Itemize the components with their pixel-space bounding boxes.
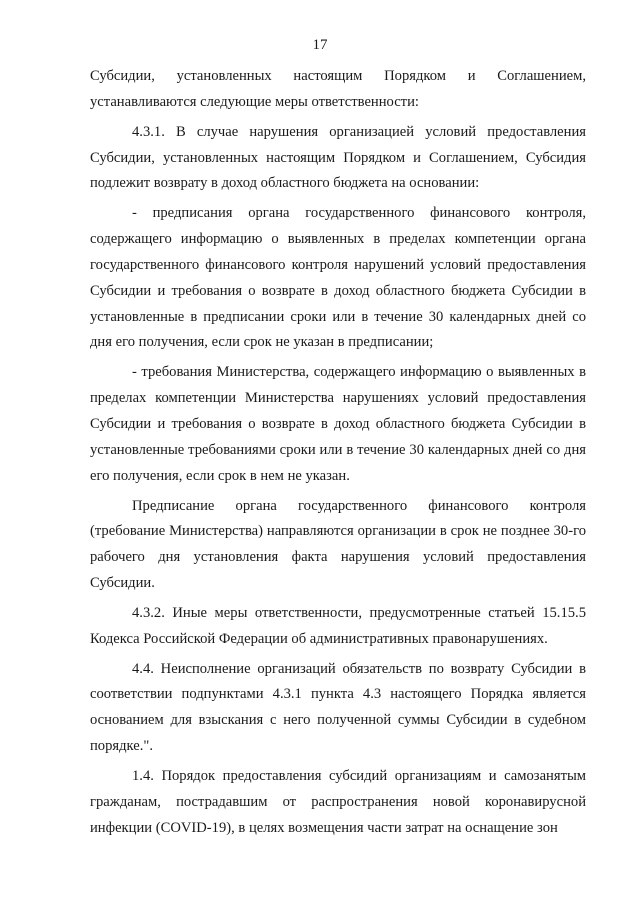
paragraph-directive-deadline: Предписание органа государственного финансового контроля (требование Министерства) направляются организации в срок не позднее 30-го рабочего дня установления факта нарушения условий предоставления Субсидии. bbox=[90, 497, 586, 592]
paragraph-ministry-requirement: - требования Министерства, содержащего информацию о выявленных в пределах компетенции Министерства нарушениях условий предоставления Субсидии и требования о возврате в доход областного бюджета Субсидии в установленные требованиями сроки или в течение 30 календарных дней со дня его получения, если срок в нем не указан. bbox=[90, 364, 586, 484]
paragraph-line: устанавливаются следующие меры ответственности: bbox=[90, 93, 419, 110]
document-body bbox=[90, 64, 586, 841]
paragraph-4-3-2: 4.3.2. Иные меры ответственности, предусмотренные статьей 15.15.5 Кодекса Российской Федерации об административных правонарушениях. bbox=[90, 604, 586, 647]
paragraph-4-3-1: 4.3.1. В случае нарушения организацией условий предоставления Субсидии, установленных настоящим Порядком и Соглашением, Субсидия подлежит возврату в доход областного бюджета на основании: bbox=[90, 123, 586, 192]
paragraph-4-4: 4.4. Неисполнение организаций обязательств по возврату Субсидии в соответствии подпунктами 4.3.1 пункта 4.3 настоящего Порядка является основанием для взыскания с него полученной суммы Субсидии в судебном порядке.". bbox=[90, 660, 586, 755]
paragraph-control-order: - предписания органа государственного финансового контроля, содержащего информацию о выявленных в пределах компетенции органа государственного финансового контроля нарушений условий предоставления Субсидии и требования о возврате в доход областного бюджета Субсидии в установленные в предписании сроки или в течение 30 календарных дней со дня его получения, если срок не указан в предписании; bbox=[90, 205, 586, 351]
paragraph-line: Субсидии, установленных настоящим Порядком и Соглашением, bbox=[90, 68, 586, 84]
paragraph-1-4: 1.4. Порядок предоставления субсидий организациям и самозанятым гражданам, пострадавшим от распространения новой коронавирусной инфекции (COVID-19), в целях возмещения части затрат на оснащение зон bbox=[90, 767, 586, 836]
page-number: 17 bbox=[312, 37, 328, 53]
paragraph-responsibility-intro bbox=[90, 64, 586, 116]
